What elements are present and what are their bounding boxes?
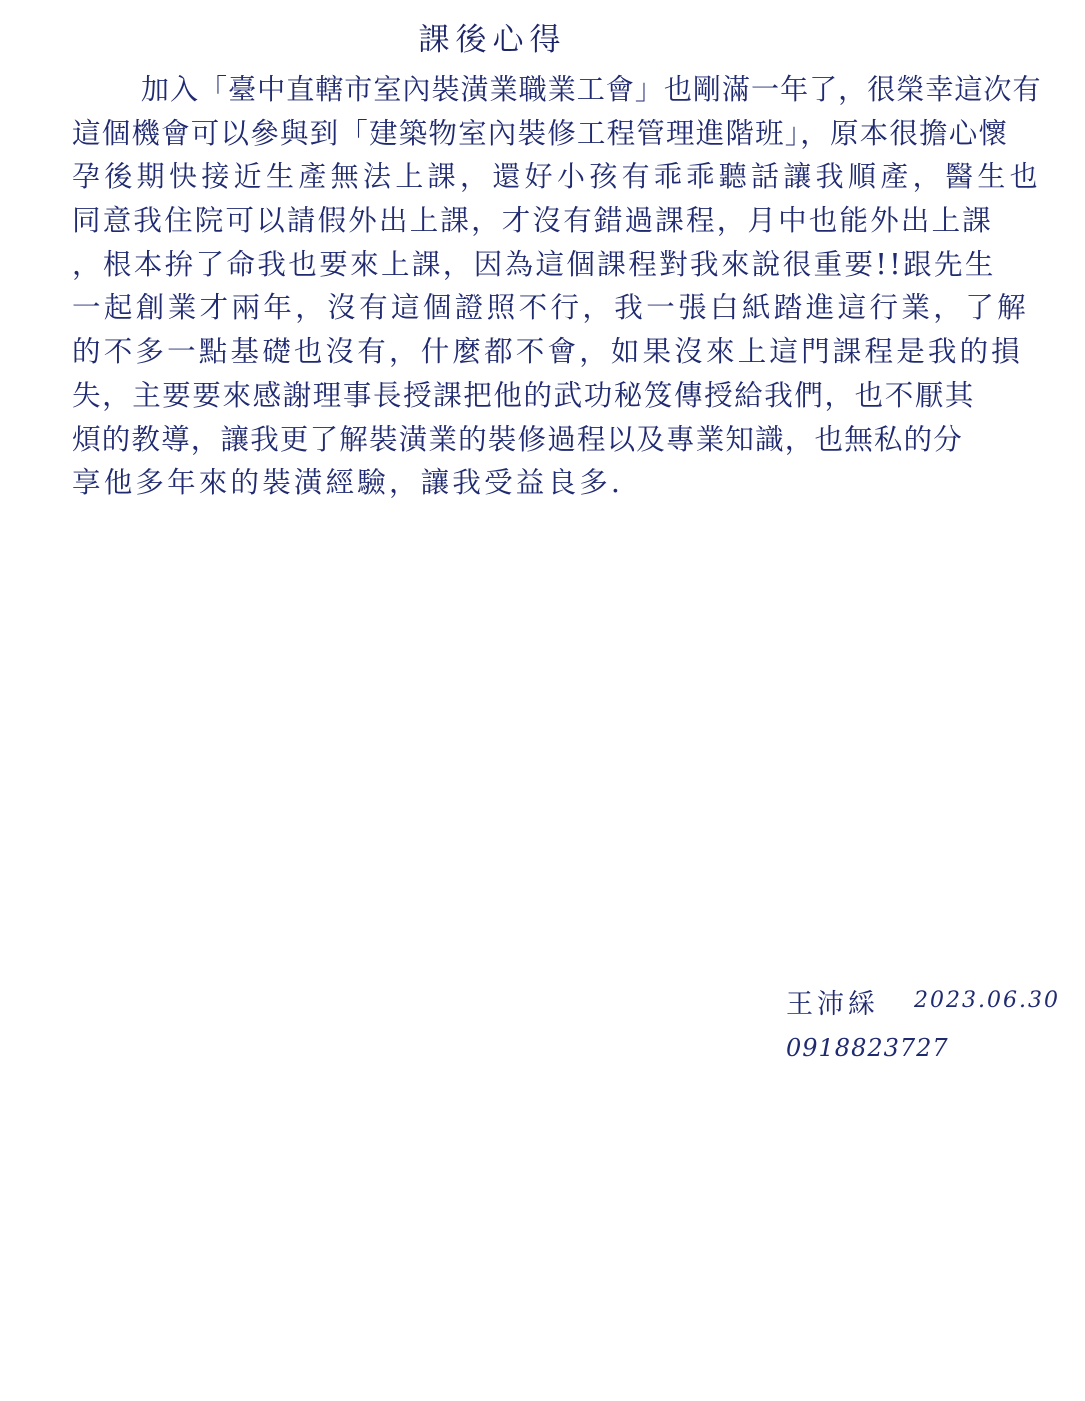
- essay-line: 加入「臺中直轄市室內裝潢業職業工會」也剛滿一年了，很榮幸這次有: [140, 73, 1042, 106]
- essay-line: 一起創業才兩年，沒有這個證照不行，我一張白紙踏進這行業，了解: [72, 291, 1030, 325]
- phone-number: 0918823727: [786, 1034, 949, 1062]
- essay-line: 這個機會可以參與到「建築物室內裝修工程管理進階班」，原本很擔心懷: [72, 116, 1009, 150]
- essay-line: 失，主要要來感謝理事長授課把他的武功秘笈傳授給我們，也不厭其: [72, 378, 976, 412]
- signature-date: 2023.06.30: [914, 988, 1060, 1013]
- essay-line: 的不多一點基礎也沒有，什麼都不會，如果沒來上這門課程是我的損: [72, 335, 1024, 369]
- essay-line: ，根本拚了命我也要來上課，因為這個課程對我來說很重要!!跟先生: [72, 247, 996, 281]
- page-title: 課後心得: [418, 22, 567, 58]
- essay-body: [72, 68, 1042, 505]
- author-signature: 王沛綵: [786, 989, 879, 1020]
- essay-line: 享他多年來的裝潢經驗，讓我受益良多.: [72, 466, 624, 500]
- essay-line: 同意我住院可以請假外出上課，才沒有錯過課程，月中也能外出上課: [72, 204, 994, 238]
- essay-line: 孕後期快接近生產無法上課，還好小孩有乖乖聽話讓我順產，醫生也: [72, 160, 1043, 194]
- essay-line: 煩的教導，讓我更了解裝潢業的裝修過程以及專業知識，也無私的分: [72, 422, 964, 456]
